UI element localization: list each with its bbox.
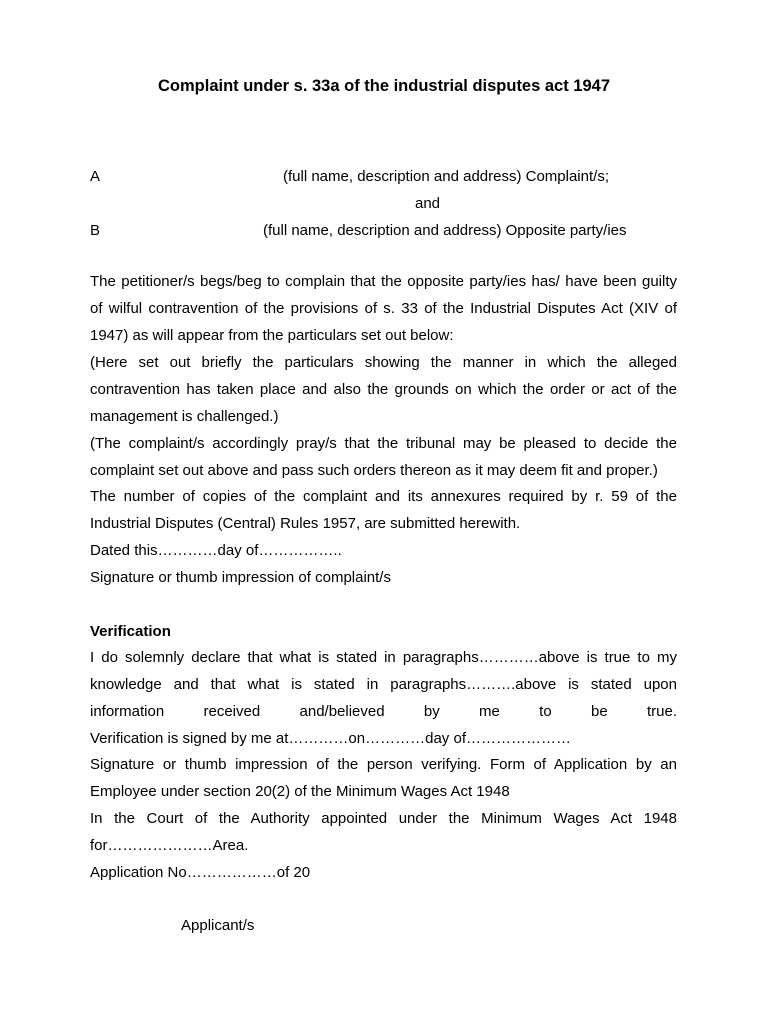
and-connector: and bbox=[414, 195, 441, 212]
party-a-description: (full name, description and address) Complaint/s; bbox=[283, 168, 609, 185]
complainant-signature-line: Signature or thumb impression of complaint/s bbox=[90, 569, 391, 586]
prayer-paragraph: (The complaint/s accordingly pray/s that the tribunal may be pleased to decide the complaint set out above and pass such orders thereon as it may deem fit and proper.) bbox=[90, 435, 677, 479]
application-number-line: Application No………………of 20 bbox=[90, 864, 311, 881]
declaration-paragraph: I do solemnly declare that what is stated in paragraphs…………above is true to my knowledge and that what is stated in paragraphs……….above is stated upon information received and/believed by me to be true. bbox=[90, 649, 677, 720]
particulars-paragraph: (Here set out briefly the particulars showing the manner in which the alleged contravention has taken place and also the grounds on which the order or act of the management is challenged.) bbox=[90, 354, 677, 425]
document-title: Complaint under s. 33a of the industrial disputes act 1947 bbox=[157, 77, 611, 95]
applicant-label: Applicant/s bbox=[181, 917, 255, 934]
copies-paragraph: The number of copies of the complaint and its annexures required by r. 59 of the Industrial Disputes (Central) Rules 1957, are submitted herewith. bbox=[90, 488, 677, 532]
verification-heading: Verification bbox=[90, 623, 171, 640]
petition-paragraph: The petitioner/s begs/beg to complain that the opposite party/ies has/ have been guilty of wilful contravention of the provisions of s. 33 of the Industrial Disputes Act (XIV of 1947) as will appear from the particulars set out below: bbox=[90, 273, 677, 344]
verification-signed-line: Verification is signed by me at…………on…………day of………………… bbox=[90, 730, 571, 747]
court-paragraph: In the Court of the Authority appointed under the Minimum Wages Act 1948 for…………………Area. bbox=[90, 810, 677, 854]
party-b-letter: B bbox=[90, 222, 101, 239]
party-a-letter: A bbox=[90, 168, 101, 185]
verifier-signature-paragraph: Signature or thumb impression of the person verifying. Form of Application by an Employee under section 20(2) of the Minimum Wages Act 1948 bbox=[90, 756, 677, 800]
dated-line: Dated this…………day of…………….. bbox=[90, 542, 342, 559]
party-b-description: (full name, description and address) Opposite party/ies bbox=[263, 222, 627, 239]
